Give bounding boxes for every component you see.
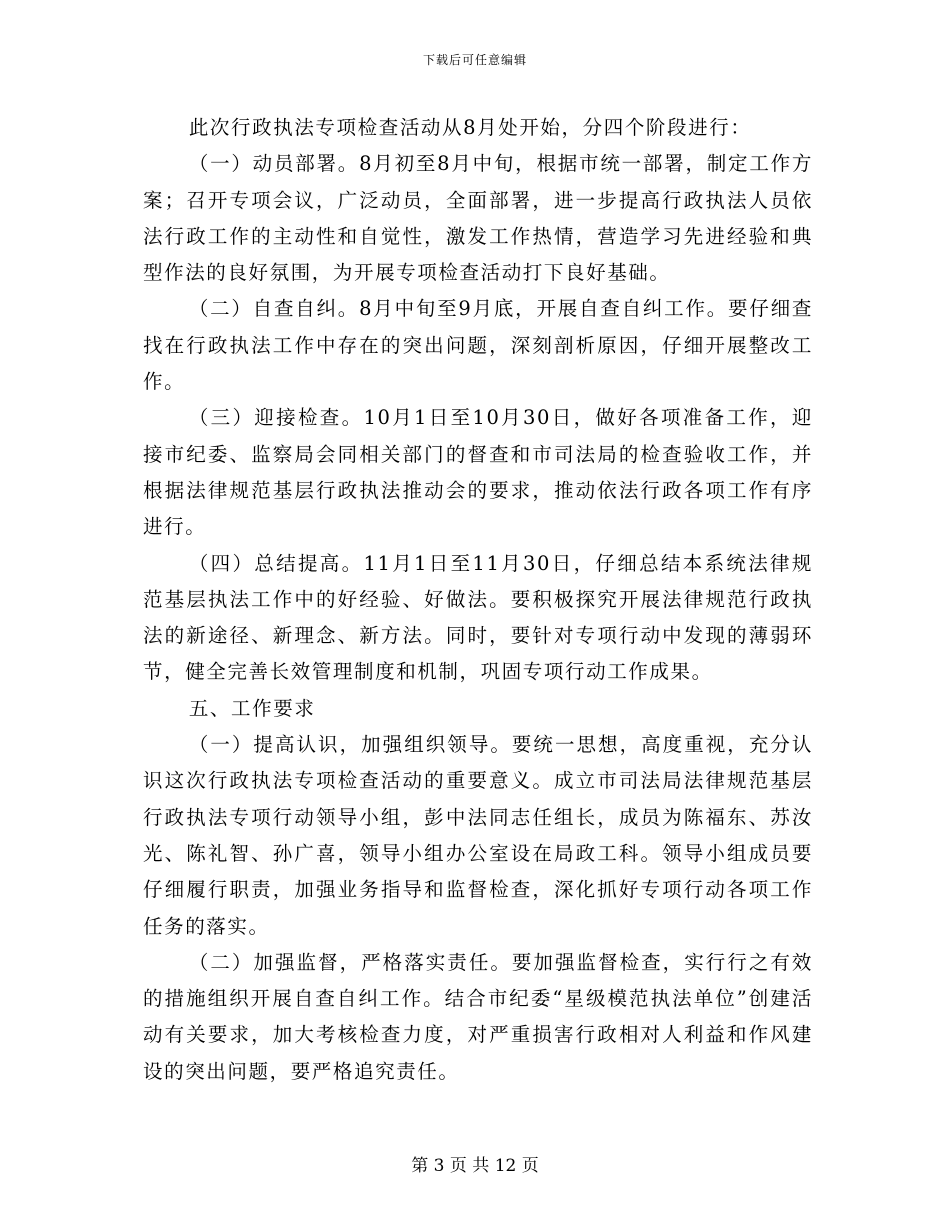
stage-one-paragraph: （一）动员部署。8月初至8月中旬，根据市统一部署，制定工作方案；召开专项会议，广泛动员，全面部署，进一步提高行政执法人员依法行政工作的主动性和自觉性，激发工作热情，营造学习先进经验和典型作法的良好氛围，为开展专项检查活动打下良好基础。 <box>143 152 813 285</box>
section-heading: 五、工作要求 <box>188 696 316 720</box>
requirement-one-paragraph: （一）提高认识，加强组织领导。要统一思想，高度重视，充分认识这次行政执法专项检查活动的重要意义。成立市司法局法律规范基层行政执法专项行动领导小组，彭中法同志任组长，成员为陈福东、苏汝光、陈礼智、孙广喜，领导小组办公室设在局政工科。领导小组成员要仔细履行职责，加强业务指导和监督检查，深化抓好专项行动各项工作任务的落实。 <box>143 733 813 938</box>
stage-two-paragraph: （二）自查自纠。8月中旬至9月底，开展自查自纠工作。要仔细查找在行政执法工作中存在的突出问题，深刻剖析原因，仔细开展整改工作。 <box>143 297 813 394</box>
page-number: 第 3 页 共 12 页 <box>411 1156 539 1176</box>
intro-paragraph: 此次行政执法专项检查活动从8月处开始，分四个阶段进行： <box>188 116 752 139</box>
requirement-two-paragraph: （二）加强监督，严格落实责任。要加强监督检查，实行行之有效的措施组织开展自查自纠工作。结合市纪委“星级模范执法单位”创建活动有关要求，加大考核检查力度，对严重损害行政相对人利益和作风建设的突出问题，要严格追究责任。 <box>143 950 813 1083</box>
stage-four-paragraph: （四）总结提高。11月1日至11月30日，仔细总结本系统法律规范基层执法工作中的好经验、好做法。要积极探究开展法律规范行政执法的新途径、新理念、新方法。同时，要针对专项行动中发现的薄弱环节，健全完善长效管理制度和机制，巩固专项行动工作成果。 <box>143 551 813 684</box>
stage-three-paragraph: （三）迎接检查。10月1日至10月30日，做好各项准备工作，迎接市纪委、监察局会同相关部门的督查和市司法局的检查验收工作，并根据法律规范基层行政执法推动会的要求，推动依法行政各项工作有序进行。 <box>143 406 813 539</box>
document-body <box>143 110 813 1090</box>
page-header: 下载后可任意编辑 <box>422 53 527 67</box>
